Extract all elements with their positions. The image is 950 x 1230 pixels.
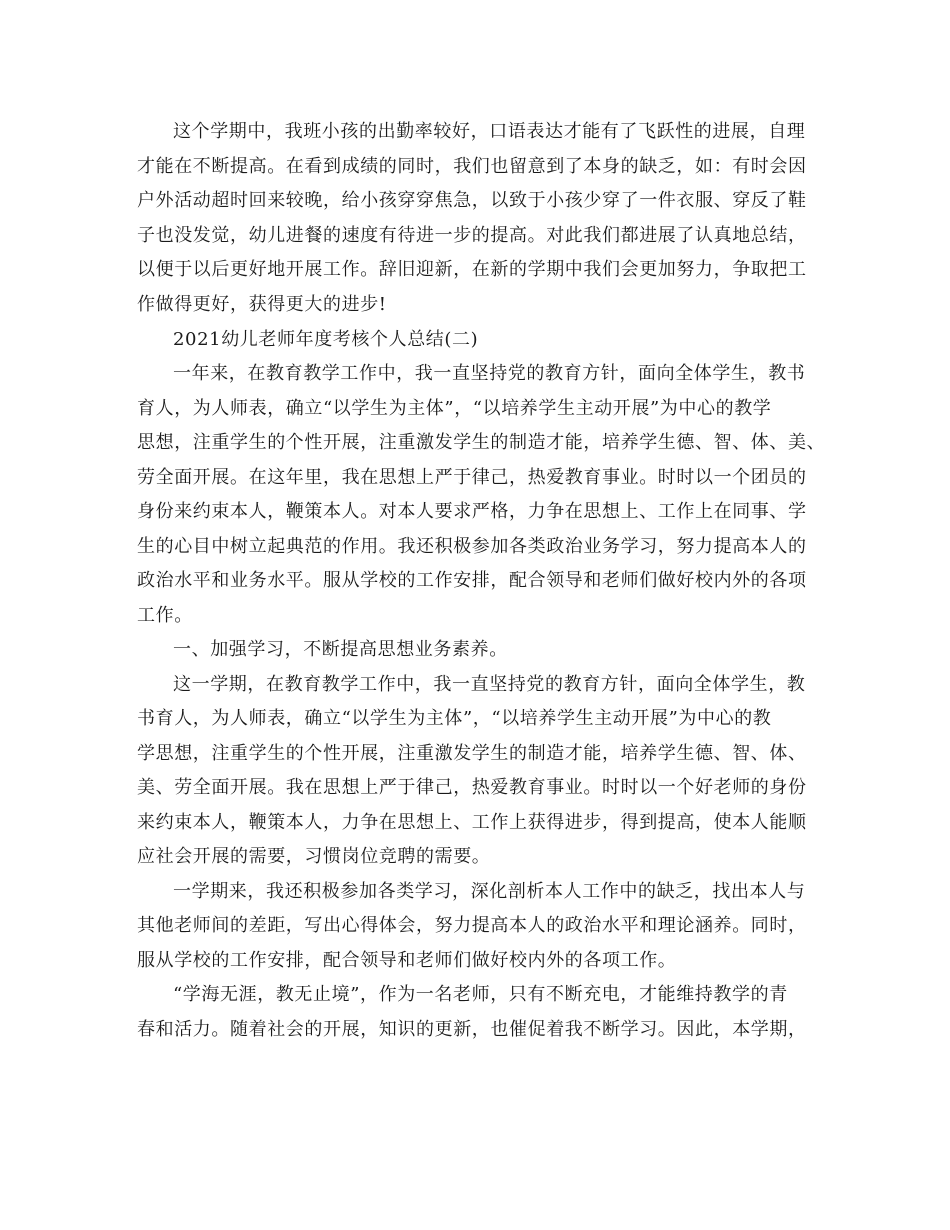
text-line: 春和活力。随着社会的开展，知识的更新，也催促着我不断学习。因此，本学期， xyxy=(137,1019,807,1040)
text-line: 书育人，为人师表，确立“以学生为主体”，“以培养学生主动开展”为中心的教 xyxy=(137,708,772,729)
text-line: 以便于以后更好地开展工作。辞旧迎新，在新的学期中我们会更加努力，争取把工 xyxy=(137,259,807,280)
text-line: 政治水平和业务水平。服从学校的工作安排，配合领导和老师们做好校内外的各项 xyxy=(137,570,807,591)
text-line: 劳全面开展。在这年里，我在思想上严于律己，热爱教育事业。时时以一个团员的 xyxy=(137,467,807,488)
text-line: 才能在不断提高。在看到成绩的同时，我们也留意到了本身的缺乏，如：有时会因 xyxy=(137,156,807,177)
text-line: 子也没发觉，幼儿进餐的速度有待进一步的提高。对此我们都进展了认真地总结， xyxy=(137,225,807,246)
text-line: 户外活动超时回来较晚，给小孩穿穿焦急，以致于小孩少穿了一件衣服、穿反了鞋 xyxy=(137,190,807,211)
text-line: 学思想，注重学生的个性开展，注重激发学生的制造才能，培养学生德、智、体、 xyxy=(137,743,807,764)
text-line: 身份来约束本人，鞭策本人。对本人要求严格，力争在思想上、工作上在同事、学 xyxy=(137,501,807,522)
text-line: 生的心目中树立起典范的作用。我还积极参加各类政治业务学习，努力提高本人的 xyxy=(137,536,807,557)
text-line: 作做得更好，获得更大的进步! xyxy=(137,294,387,315)
text-line: 工作。 xyxy=(137,605,193,626)
text-line: 美、劳全面开展。我在思想上严于律己，热爱教育事业。时时以一个好老师的身份 xyxy=(137,777,807,798)
section-heading: 2021幼儿老师年度考核个人总结(二) xyxy=(173,329,479,350)
subsection-heading: 一、加强学习，不断提高思想业务素养。 xyxy=(173,639,508,660)
text-line: 来约束本人，鞭策本人，力争在思想上、工作上获得进步，得到提高，使本人能顺 xyxy=(137,812,807,833)
text-line: 服从学校的工作安排，配合领导和老师们做好校内外的各项工作。 xyxy=(137,950,677,971)
text-line: “学海无涯，教无止境”，作为一名老师，只有不断充电，才能维持教学的青 xyxy=(173,984,788,1005)
text-line: 应社会开展的需要，习惯岗位竞聘的需要。 xyxy=(137,846,491,867)
text-line: 其他老师间的差距，写出心得体会，努力提高本人的政治水平和理论涵养。同时， xyxy=(137,915,807,936)
text-line: 一学期来，我还积极参加各类学习，深化剖析本人工作中的缺乏，找出本人与 xyxy=(173,881,806,902)
text-line: 这一学期，在教育教学工作中，我一直坚持党的教育方针，面向全体学生，教 xyxy=(173,674,806,695)
text-line: 思想，注重学生的个性开展，注重激发学生的制造才能，培养学生德、智、体、美、 xyxy=(137,432,826,453)
text-line: 育人，为人师表，确立“以学生为主体”，“以培养学生主动开展”为中心的教学 xyxy=(137,398,772,419)
text-line: 这个学期中，我班小孩的出勤率较好，口语表达才能有了飞跃性的进展，自理 xyxy=(173,121,806,142)
text-line: 一年来，在教育教学工作中，我一直坚持党的教育方针，面向全体学生，教书 xyxy=(173,363,806,384)
